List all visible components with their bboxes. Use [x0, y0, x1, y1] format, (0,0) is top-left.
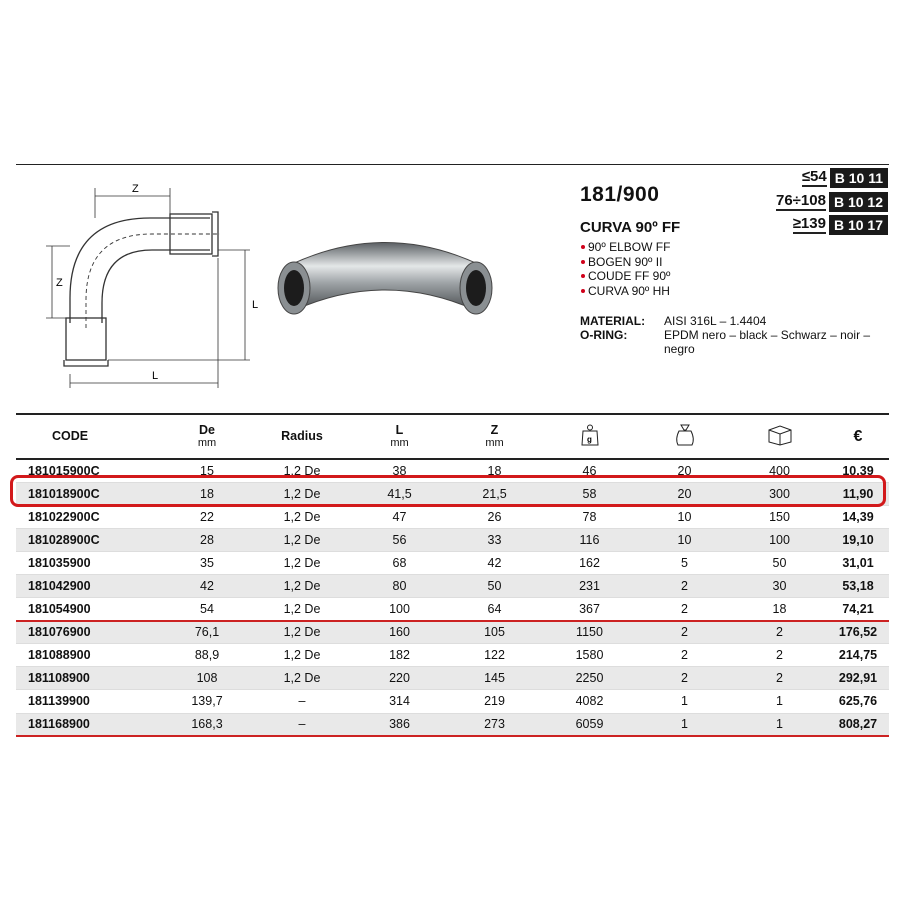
size-code-row [776, 215, 888, 235]
cell-g: 116 [579, 532, 600, 547]
cell-radius: 1,2 De [283, 555, 321, 570]
cell-code: 181028900C [28, 532, 100, 547]
cell-radius: 1,2 De [283, 648, 321, 663]
cell-box: 400 [769, 463, 790, 478]
cell-price: 74,21 [842, 601, 874, 616]
cell-g: 1580 [575, 648, 604, 663]
cell-l: 41,5 [387, 486, 412, 501]
cell-box: 30 [772, 579, 787, 594]
table-row [16, 713, 889, 736]
cell-price: 31,01 [842, 555, 874, 570]
cell-g: 2250 [575, 671, 604, 686]
cell-g: 162 [579, 555, 600, 570]
cell-z: 33 [487, 532, 502, 547]
table-row [16, 482, 889, 505]
cell-bag: 2 [681, 579, 688, 594]
cell-bag: 2 [681, 671, 688, 686]
cell-radius: 1,2 De [283, 579, 321, 594]
dim-z-top: Z [132, 183, 139, 195]
cell-bag: 10 [677, 532, 692, 547]
col-z: Z mm [485, 422, 504, 449]
cell-l: 100 [389, 601, 410, 616]
product-photo [270, 225, 500, 340]
cell-z: 50 [487, 579, 502, 594]
cell-de: 76,1 [194, 625, 220, 640]
col-price: € [853, 428, 863, 445]
dim-l-right: L [252, 299, 259, 311]
translation-es: CURVA 90º HH [580, 284, 670, 299]
spec-block [580, 314, 884, 356]
cell-z: 21,5 [482, 486, 507, 501]
cell-price: 808,27 [838, 717, 878, 732]
table-row [16, 574, 889, 597]
size-code-badge: B 10 17 [829, 215, 888, 235]
cell-de: 139,7 [191, 694, 223, 709]
cell-box: 100 [769, 532, 790, 547]
cell-g: 367 [579, 601, 600, 616]
table-row [16, 528, 889, 551]
cell-code: 181054900 [28, 601, 91, 616]
col-radius: Radius [281, 429, 323, 443]
col-l: L mm [390, 422, 409, 449]
translation-list [580, 240, 670, 298]
cell-price: 176,52 [838, 625, 878, 640]
cell-radius: 1,2 De [283, 532, 321, 547]
translation-de: BOGEN 90º II [580, 255, 670, 270]
cell-box: 2 [776, 671, 783, 686]
cell-g: 231 [579, 579, 600, 594]
cell-radius: 1,2 De [283, 671, 321, 686]
cell-z: 18 [487, 463, 502, 478]
cell-code: 181108900 [28, 671, 90, 686]
cell-price: 53,18 [842, 579, 874, 594]
cell-de: 108 [196, 671, 218, 686]
table-row [16, 690, 889, 713]
cell-code: 181022900C [28, 509, 100, 524]
cell-bag: 20 [677, 486, 692, 501]
cell-de: 168,3 [191, 717, 223, 732]
cell-z: 64 [487, 601, 502, 616]
cell-code: 181018900C [28, 486, 100, 501]
cell-l: 80 [392, 579, 407, 594]
dim-l-bottom: L [152, 370, 159, 382]
cell-price: 10,39 [842, 463, 874, 478]
cell-z: 219 [484, 694, 505, 709]
cell-price: 14,39 [842, 509, 874, 524]
translation-fr: COUDE FF 90º [580, 269, 670, 284]
cell-bag: 5 [681, 555, 688, 570]
cell-z: 145 [484, 671, 505, 686]
cell-price: 19,10 [842, 532, 874, 547]
cell-de: 88,9 [194, 648, 220, 663]
cell-g: 1150 [576, 625, 603, 640]
cell-l: 220 [389, 671, 410, 686]
col-de: De mm [197, 422, 217, 449]
size-code-row [776, 192, 888, 212]
cell-radius: 1,2 De [283, 601, 321, 616]
table-header-row [16, 414, 889, 459]
cell-code: 181088900 [28, 648, 91, 663]
svg-text:g: g [586, 435, 592, 444]
cell-l: 56 [392, 532, 407, 547]
cell-bag: 2 [681, 625, 688, 640]
cell-box: 300 [769, 486, 790, 501]
cell-box: 1 [776, 717, 783, 732]
cell-l: 38 [392, 463, 407, 478]
cell-de: 18 [200, 486, 214, 501]
cell-price: 214,75 [838, 648, 878, 663]
size-code-row [776, 168, 888, 188]
cell-de: 22 [200, 509, 214, 524]
cell-z: 26 [487, 509, 502, 524]
cell-z: 105 [484, 625, 505, 640]
table-row [16, 459, 889, 482]
size-range: 76÷108 [776, 191, 826, 209]
top-divider [16, 164, 889, 165]
cell-de: 42 [200, 579, 214, 594]
material-value: AISI 316L – 1.4404 [664, 314, 767, 328]
table-row [16, 551, 889, 574]
cell-box: 18 [772, 601, 787, 616]
cell-l: 182 [389, 648, 410, 663]
cell-z: 122 [484, 648, 505, 663]
table-row [16, 598, 889, 621]
cell-price: 625,76 [838, 694, 878, 709]
cell-bag: 1 [681, 717, 688, 732]
bag-icon [637, 414, 732, 459]
col-code: CODE [52, 429, 89, 443]
cell-g: 4082 [575, 694, 604, 709]
oring-label: O-RING: [580, 328, 628, 342]
cell-de: 35 [200, 555, 214, 570]
cell-de: 54 [200, 601, 214, 616]
cell-radius: – [298, 717, 306, 732]
cell-de: 28 [200, 532, 214, 547]
cell-bag: 2 [681, 648, 688, 663]
product-name: CURVA 90º FF [580, 219, 681, 236]
cell-z: 42 [487, 555, 502, 570]
material-label: MATERIAL: [580, 314, 646, 328]
cell-code: 181168900 [28, 717, 90, 732]
translation-en: 90º ELBOW FF [580, 240, 670, 255]
cell-radius: – [298, 694, 306, 709]
cell-code: 181076900 [28, 625, 91, 640]
cell-bag: 10 [677, 509, 692, 524]
cell-bag: 2 [681, 601, 688, 616]
cell-g: 6059 [575, 717, 604, 732]
cell-l: 314 [389, 694, 410, 709]
table-row [16, 644, 889, 667]
cell-g: 78 [582, 509, 597, 524]
size-range: ≥139 [792, 215, 826, 232]
cell-g: 58 [582, 486, 597, 501]
size-code-badge: B 10 11 [830, 168, 888, 188]
cell-radius: 1,2 De [283, 625, 321, 640]
dim-z-left: Z [56, 277, 63, 289]
cell-code: 181042900 [28, 579, 91, 594]
table-row [16, 621, 889, 644]
cell-box: 2 [776, 648, 783, 663]
product-code-title: 181/900 [580, 183, 660, 206]
cell-radius: 1,2 De [283, 486, 321, 501]
size-range: ≤54 [801, 168, 827, 185]
cell-price: 292,91 [838, 671, 878, 686]
cell-l: 47 [392, 509, 407, 524]
cell-l: 68 [392, 555, 407, 570]
technical-drawing [40, 178, 270, 403]
cell-box: 2 [776, 625, 783, 640]
cell-radius: 1,2 De [283, 509, 321, 524]
table-row [16, 667, 889, 690]
product-table [16, 413, 889, 737]
box-icon [732, 414, 827, 459]
cell-price: 11,90 [842, 486, 874, 501]
cell-box: 150 [769, 509, 790, 524]
cell-box: 50 [772, 555, 787, 570]
table-row [16, 505, 889, 528]
cell-code: 181139900 [28, 694, 90, 709]
cell-box: 1 [776, 694, 783, 709]
weight-g-icon [542, 414, 637, 459]
cell-l: 160 [389, 625, 410, 640]
cell-code: 181035900 [28, 555, 91, 570]
oring-value: EPDM nero – black – Schwarz – noir – negro [664, 328, 871, 356]
cell-bag: 1 [681, 694, 688, 709]
cell-de: 15 [200, 463, 214, 478]
cell-g: 46 [582, 463, 597, 478]
cell-radius: 1,2 De [283, 463, 321, 478]
cell-l: 386 [389, 717, 410, 732]
size-code-badge: B 10 12 [829, 192, 888, 212]
cell-z: 273 [484, 717, 505, 732]
size-codes [776, 168, 888, 239]
cell-bag: 20 [677, 463, 692, 478]
cell-code: 181015900C [28, 463, 100, 478]
